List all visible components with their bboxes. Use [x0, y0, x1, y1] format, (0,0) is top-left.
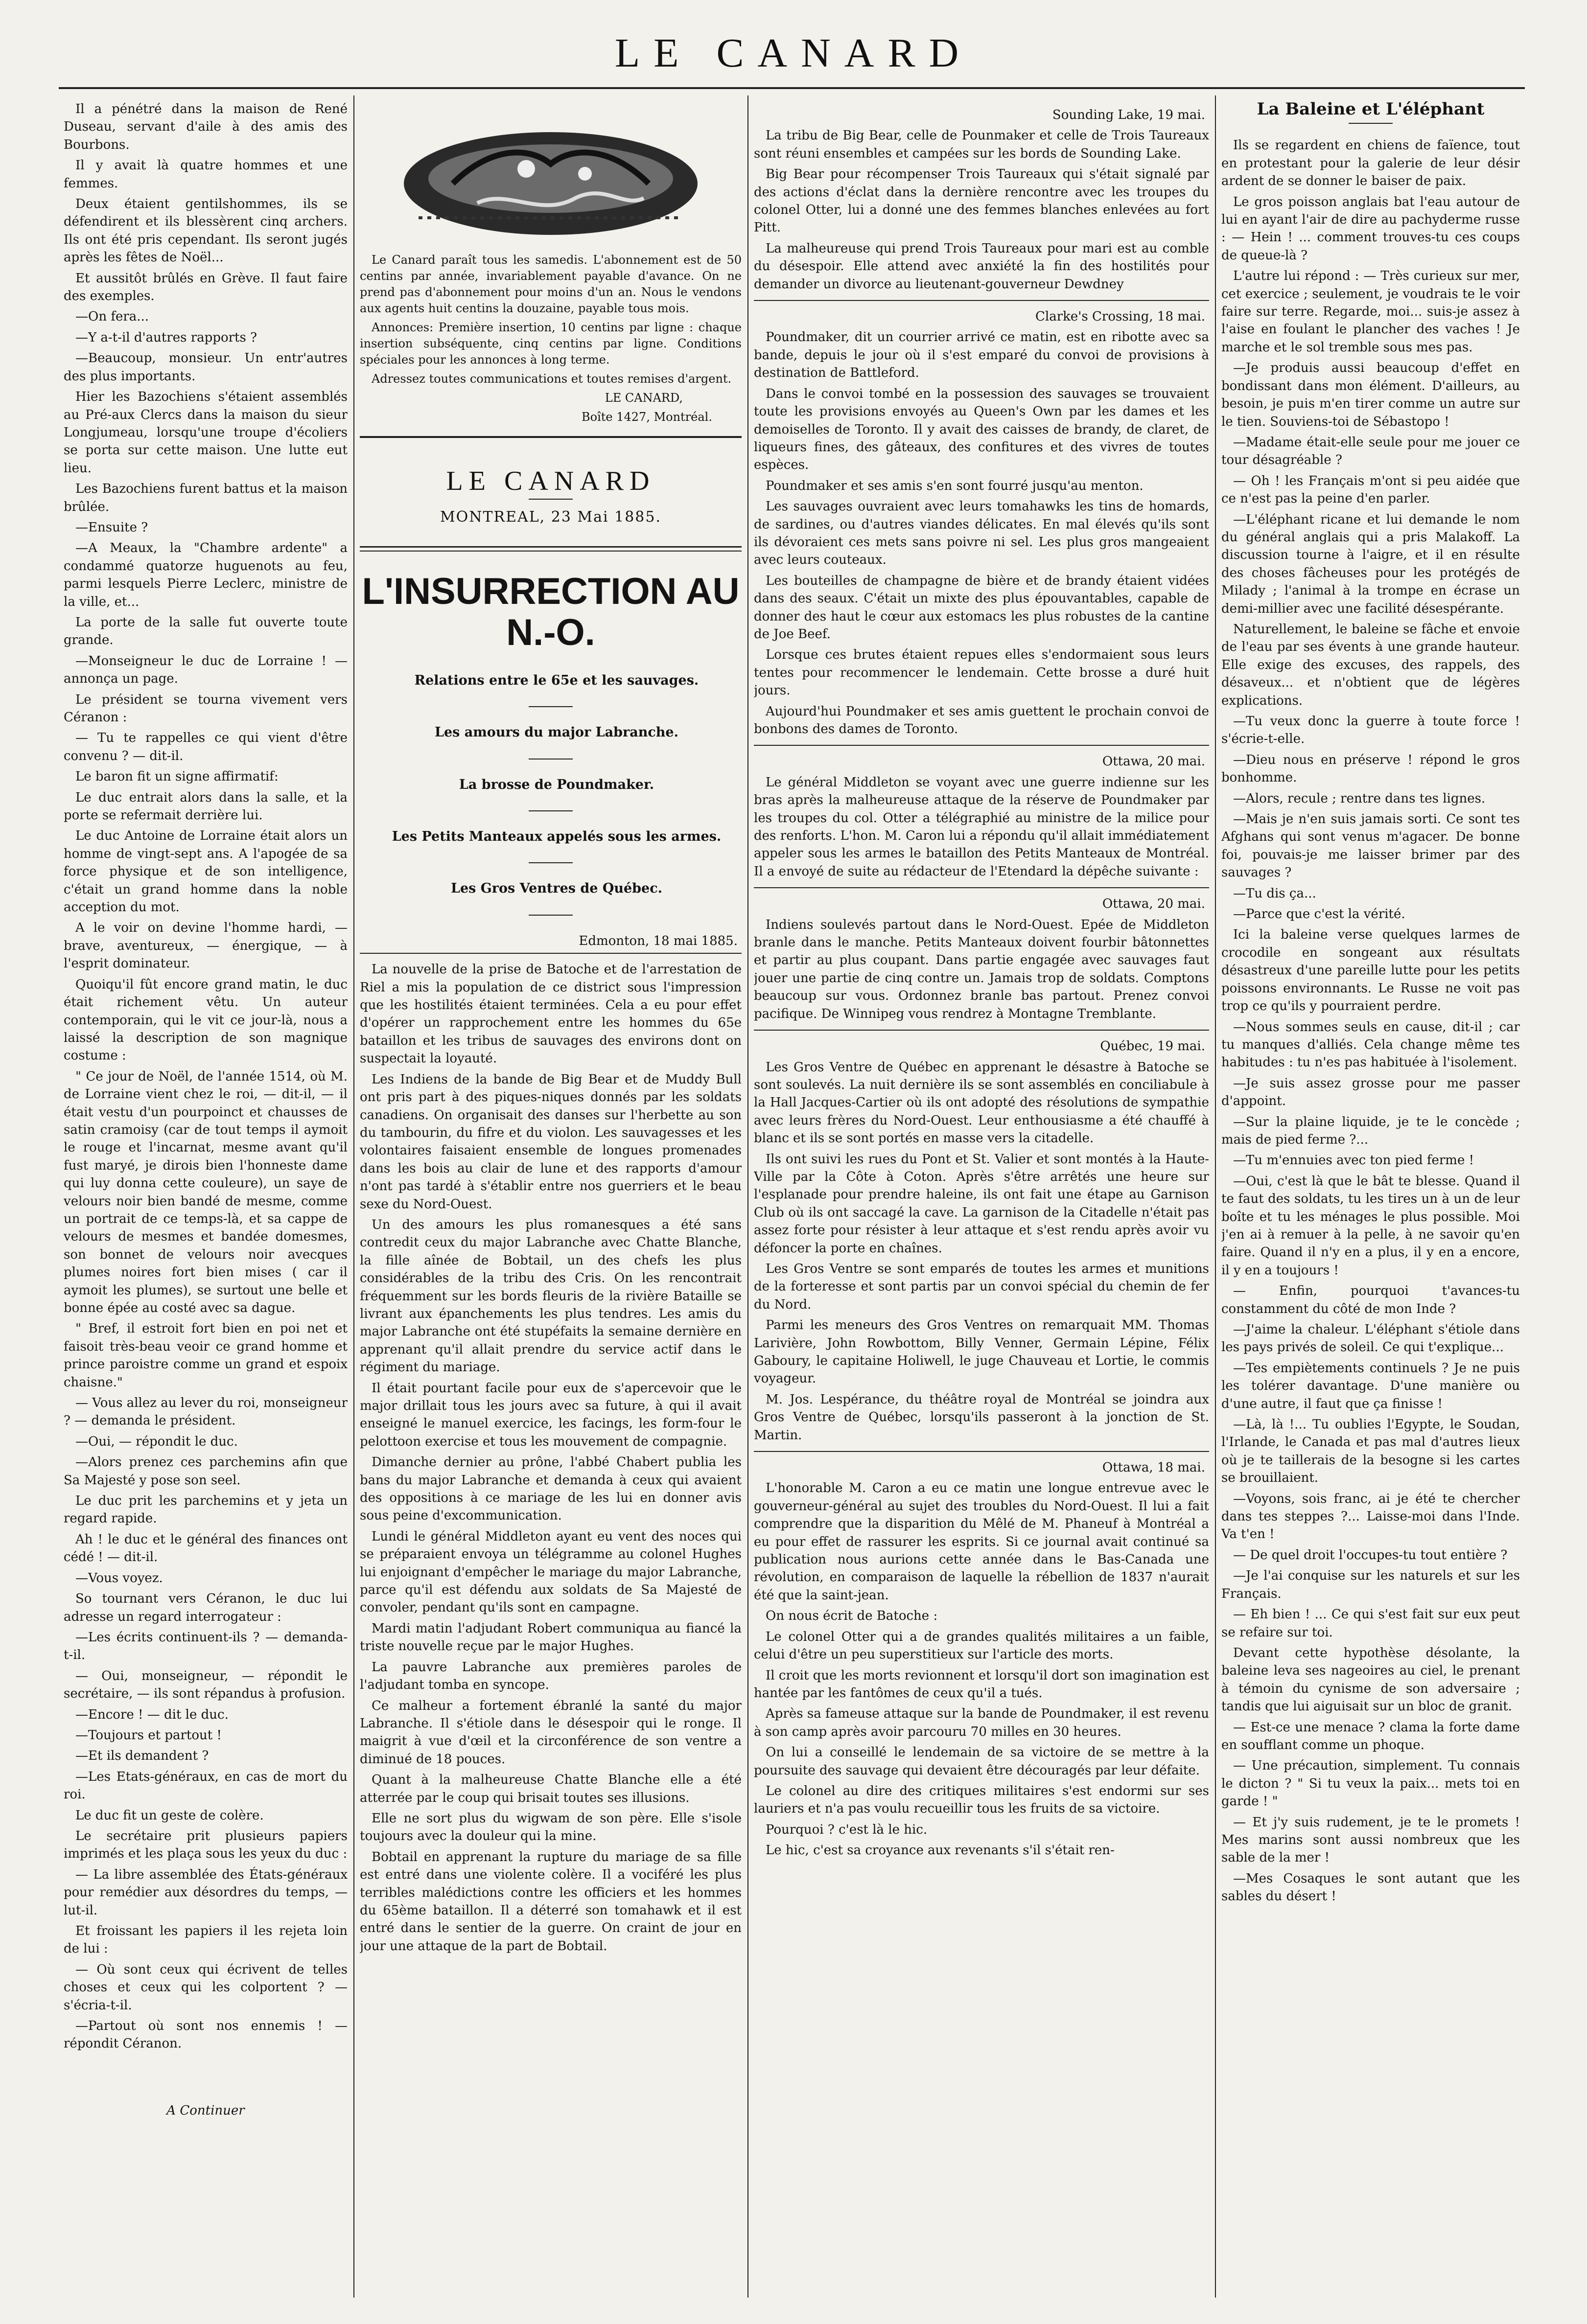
paragraph: Naturellement, le baleine se fâche et envoie de l'eau par ses évents à une grande hauteur. Elle exige des excuses, des rappels, des désaveux... et n'obtient que de légères explications.	[1221, 621, 1520, 708]
paragraph: —Nous sommes seuls en cause, dit-il ; car tu manques d'alliés. Cela change même tes habitudes : tu n'es pas habituée à l'isolement.	[1221, 1019, 1520, 1070]
paragraph: " Ce jour de Noël, de l'année 1514, où M. de Lorraine vient chez le roi, — dit-il, — il était vestu d'un pourpoinct et chausses de satin cramoisy (car de tout temps il aymoit le rouge et l'incarnat, mesme avant qu'il fust maryé, je dirois bien l'honneste dame qui luy donna cette couleure), un saye de velours noir bien bandé de mesme, comme un portrait de ce temps-là, et sa cappe de velours de mesmes et bandée domesmes, son bonnet de velours noir avecques plumes noires fort bien mises ( car il aymoit les plumes), se surtout une belle et bonne épée au costé avec sa dague.	[64, 1069, 348, 1315]
paragraph: — Vous allez au lever du roi, monseigneur ? — demanda le président.	[64, 1396, 348, 1428]
dispatch-dateline: Québec, 19 mai.	[1100, 1039, 1205, 1054]
paragraph: On nous écrit de Batoche :	[766, 1609, 938, 1624]
paragraph: Le duc fit un geste de colère.	[75, 1808, 264, 1823]
headline: L'INSURRECTION AU N.-O.	[362, 570, 740, 653]
paragraph: Le colonel au dire des critiques militaires s'est endormi sur ses lauriers et n'a pas voulu recueillir tous les fruits de sa victoire.	[754, 1783, 1209, 1817]
fable-text	[1221, 137, 1520, 1905]
paragraph: —Oui, — répondit le duc.	[75, 1434, 238, 1449]
paragraph: Aujourd'hui Poundmaker et ses amis guettent le prochain convoi de bonbons des dames de Toronto.	[754, 704, 1209, 736]
paragraph: Il croit que les morts revionnent et lorsqu'il dort son imagination est hantée par les fantômes de ceux qu'il a tués.	[754, 1668, 1209, 1701]
paragraph: L'autre lui répond : — Très curieux sur mer, cet exercice ; seulement, je voudrais te le voir faire sur terre. Regarde, moi... suis-je assez à l'aise en foulant le plancher des vaches ! Je marche et le sol tremble sous mes pas.	[1221, 269, 1520, 355]
dateline: Edmonton, 18 mai 1885.	[579, 933, 738, 948]
paragraph: —Tes empiètements continuels ? Je ne puis les tolérer davantage. D'une manière ou d'une autre, il faut que ça finisse !	[1221, 1360, 1520, 1411]
section-rule	[360, 953, 742, 954]
section-rule	[754, 887, 1209, 888]
paragraph: " Bref, il estroit fort bien en poi net et faisoit très-beau veoir ce grand homme et prince paroistre comme un grand et espoix chaisne."	[64, 1321, 348, 1390]
signature: LE CANARD,	[605, 391, 683, 405]
paragraph: Le président se tourna vivement vers Céranon :	[64, 692, 348, 725]
subscription-notice	[360, 252, 742, 387]
subhead: Les Petits Manteaux appelés sous les armes.	[392, 829, 722, 845]
paper-title: LE CANARD	[446, 466, 655, 496]
paragraph: Poundmaker et ses amis s'en sont fourré jusqu'au menton.	[766, 478, 1144, 493]
feuilleton-text	[64, 100, 348, 2053]
paragraph: Le duc Antoine de Lorraine était alors un homme de vingt-sept ans. A l'apogée de sa force physique et de son intelligence, c'était un grand homme dans la noble acception du mot.	[64, 828, 348, 915]
paragraph: Ce malheur a fortement ébranlé la santé du major Labranche. Il s'étiole dans le désespoir qui le ronge. Il maigrit à vue d'œil et la circonférence de son ventre a diminué de 18 pouces.	[360, 1698, 742, 1767]
paragraph: —Tu veux donc la guerre à toute force ! s'écrie-t-elle.	[1221, 714, 1520, 747]
paragraph: Quoiqu'il fût encore grand matin, le duc était richement vêtu. Un auteur contemporain, qui le vit ce jour-là, nous a laissé la description de son magnique costume :	[64, 977, 348, 1063]
paragraph: Deux étaient gentilshommes, ils se défendirent et ils blessèrent cinq archers. Ils ont été pris cependant. Ils seront jugés après les fêtes de Noël...	[64, 197, 348, 265]
paragraph: —Je produis aussi beaucoup d'effet en bondissant dans mon élément. D'ailleurs, au besoin, je puis m'en tirer comme un autre sur le tien. Souviens-toi de Sébastopo !	[1221, 361, 1520, 429]
paragraph: Mardi matin l'adjudant Robert communiqua au fiancé la triste nouvelle reçue par le major Hughes.	[360, 1621, 742, 1654]
paragraph: Ils ont suivi les rues du Pont et St. Valier et sont montés à la Haute-Ville par la Côte à Coton. Après s'être arrêtés une heure sur l'esplanade pour prendre haleine, ils ont fait une étape au Garnison Club où ils ont saccagé la cave. La garnison de la Citadelle n'était pas assez forte pour résister à leur attaque et s'est rendu après avoir vu défoncer la porte en chaînes.	[754, 1151, 1209, 1256]
paragraph: — Où sont ceux qui écrivent de telles choses et ceux qui les colportent ? — s'écria-t-il.	[64, 1962, 348, 2013]
short-rule	[1349, 123, 1393, 124]
subhead: Les amours du major Labranche.	[434, 725, 679, 740]
paragraph: La pauvre Labranche aux premières paroles de l'adjudant tomba en syncope.	[360, 1659, 742, 1693]
paragraph: — De quel droit l'occupes-tu tout entière ?	[1233, 1547, 1508, 1563]
short-rule	[529, 862, 573, 863]
paragraph: Pourquoi ? c'est là le hic.	[766, 1822, 928, 1837]
paragraph: La tribu de Big Bear, celle de Pounmaker et celle de Trois Taureaux sont réuni ensembles et campées sur les bords de Sounding Lake.	[754, 128, 1209, 161]
dispatch-dateline: Ottawa, 20 mai.	[1102, 754, 1205, 769]
paragraph: —Toujours et partout !	[75, 1727, 222, 1743]
paragraph: —Mais je n'en suis jamais sorti. Ce sont tes Afghans qui sont venus m'agacer. De bonne foi, pouvais-je me laisser brimer par des sauvages ?	[1221, 812, 1520, 880]
paragraph: — Une précaution, simplement. Tu connais le dicton ? " Si tu veux la paix... mets toi en garde ! "	[1221, 1758, 1520, 1809]
paragraph: Les Gros Ventre de Québec en apprenant le désastre à Batoche se sont soulevés. La nuit dernière ils se sont assemblés en conciliabule à la Hall Jacques-Cartier où ils ont adopté des résolutions de sympathie avec leurs frères du Nord-Ouest. Leur enthousiasme a été chauffé à blanc et ils se sont portés en masse vers la citadelle.	[754, 1059, 1209, 1146]
paragraph: — Et j'y suis rudement, je te le promets ! Mes marins sont aussi nombreux que les sable de la mer !	[1221, 1815, 1520, 1865]
paragraph: Big Bear pour récompenser Trois Taureaux qui s'était signalé par des actions d'éclat dans la dernière rencontre avec les troupes du colonel Otter, lui a donné une des femmes blanches enlevées au fort Pitt.	[754, 167, 1209, 235]
dispatch-dateline: Ottawa, 18 mai.	[1102, 1460, 1205, 1475]
section-rule	[754, 300, 1209, 301]
to-be-continued: A Continuer	[166, 2103, 245, 2118]
paragraph: —Tu dis ça...	[1233, 886, 1316, 901]
paragraph: —Parce que c'est la vérité.	[1233, 907, 1405, 922]
paragraph: Le Canard paraît tous les samedis. L'abonnement est de 50 centins par année, invariablement payable d'avance. On ne prend pas d'abonnement pour moins d'un an. Nous le vendons aux agents huit centins la douzaine, payable tous mois.	[360, 253, 742, 315]
paragraph: — Eh bien ! ... Ce qui s'est fait sur eux peut se refaire sur toi.	[1221, 1607, 1520, 1640]
paragraph: —A Meaux, la "Chambre ardente" a condammé quatorze huguenots au feu, parmi lesquels Pierre Leclerc, ministre de la ville, et...	[64, 541, 348, 609]
paragraph: —Tu m'ennuies avec ton pied ferme !	[1233, 1153, 1474, 1168]
duck-vignette-icon	[379, 105, 722, 252]
issue-date: MONTREAL, 23 Mai 1885.	[440, 508, 662, 526]
short-rule	[529, 499, 573, 500]
paragraph: —Et ils demandent ?	[75, 1749, 209, 1764]
paragraph: Le général Middleton se voyant avec une guerre indienne sur les bras après la malheureuse attaque de la réserve de Poundmaker par les troupes du col. Otter a télégraphié au ministre de la milice pour des renforts. L'hon. M. Caron lui a répondu qu'il allait immédiatement appeler sous les armes le bataillon des Petits Manteaux de Montréal. Il a envoyé de suite au rédacteur de l'Etendard la dépêche suivante :	[754, 775, 1209, 879]
section-rule	[754, 1030, 1209, 1031]
paragraph: Poundmaker, dit un courrier arrivé ce matin, est en ribotte avec sa bande, depuis le jour où il s'est emparé du convoi de provisions à destination de Battleford.	[754, 330, 1209, 381]
paragraph: —Les écrits continuent-ils ? — demanda-t-il.	[64, 1630, 348, 1663]
paragraph: Il y avait là quatre hommes et une femmes.	[64, 158, 348, 191]
paragraph: —Mes Cosaques le sont autant que les sables du désert !	[1221, 1871, 1520, 1904]
paragraph: —Alors prenez ces parchemins afin que Sa Majesté y pose son seel.	[64, 1455, 348, 1488]
paragraph: On lui a conseillé le lendemain de sa victoire de se mettre à la poursuite des sauvage qui devaient être découragés par leur défaite.	[754, 1745, 1209, 1778]
paragraph: Le duc entrait alors dans la salle, et la porte se refermait derrière lui.	[64, 790, 348, 823]
paragraph: Ici la baleine verse quelques larmes de crocodile en songeant aux résultats désastreux d'une pareille lutte pour les petits poissons environnants. Le Russe ne voit pas trop ce qu'ils y pourraient perdre.	[1221, 927, 1520, 1014]
paragraph: Annonces: Première insertion, 10 centins par ligne : chaque insertion subséquente, cinq centins par ligne. Conditions spéciales pour les annonces à long terme.	[360, 321, 742, 367]
paragraph: —Voyons, sois franc, ai je été te chercher dans tes steppes ?... Laisse-moi dans l'Inde. Va t'en !	[1221, 1491, 1520, 1542]
section-rule	[754, 745, 1209, 746]
paragraph: La malheureuse qui prend Trois Taureaux pour mari est au comble du désespoir. Elle attend avec anxiété la fin des hostilités pour demander un divorce au lieutenant-gouverneur Dewdney	[754, 241, 1209, 292]
paragraph: —Madame était-elle seule pour me jouer ce tour désagréable ?	[1221, 435, 1520, 468]
short-rule	[529, 810, 573, 811]
paragraph: Les sauvages ouvraient avec leurs tomahawks les tins de homards, de sardines, ou d'autres viandes délicates. En mal élevés qu'ils sont ils dévoraient ces mets sans poivre ni sel. Les plus gros mangeaient avec leurs couteaux.	[754, 499, 1209, 568]
paragraph: —Oui, c'est là que le bât te blesse. Quand il te faut des soldats, tu les tires un à un de leur boîte et tu les ménages le plus possible. Moi j'en ai à remuer à la pelle, à ne savoir qu'en faire. Quand il n'y en a plus, il y en a encore, il y en a toujours !	[1221, 1174, 1520, 1278]
paragraph: La porte de la salle fut ouverte toute grande.	[64, 615, 348, 648]
paragraph: La nouvelle de la prise de Batoche et de l'arrestation de Riel a mis la population de ce district sous l'impression que les hostilités étaient terminées. Cela a eu pour effet d'opérer un rapprochement entre les hommes du 65e bataillon et les tribus de sauvages des environs dont on suspectait la loyauté.	[360, 962, 742, 1066]
paragraph: Hier les Bazochiens s'étaient assemblés au Pré-aux Clercs dans la maison du sieur Longjumeau, lorsqu'une troupe d'écoliers se porta sur cette maison. Une lutte eut lieu.	[64, 390, 348, 476]
paragraph: A le voir on devine l'homme hardi, — brave, aventureux, — énergique, — à l'esprit dominateur.	[64, 920, 348, 971]
subhead: Relations entre le 65e et les sauvages.	[414, 672, 699, 688]
paragraph: M. Jos. Lespérance, du théâtre royal de Montréal se joindra aux Gros Ventre de Québec, lorsqu'ils passeront à la jonction de St. Martin.	[754, 1392, 1209, 1443]
paragraph: —J'aime la chaleur. L'éléphant s'étiole dans les pays privés de soleil. Ce qui t'explique...	[1221, 1322, 1520, 1355]
story-text	[360, 961, 742, 1955]
paragraph: Bobtail en apprenant la rupture du mariage de sa fille est entré dans une violente colère. Il a vociféré les plus terribles malédictions contre les officiers et les hommes du 65ème bataillon. Il a déterré son tomahawk et il est entré dans le sentier de la guerre. On craint de jour en jour une attaque de la part de Bobtail.	[360, 1849, 742, 1954]
paragraph: — Tu te rappelles ce qui vient d'être convenu ? — dit-il.	[64, 731, 348, 763]
paragraph: Les Indiens de la bande de Big Bear et de Muddy Bull ont pris part à des piques-niques donnés par les soldats canadiens. On organisait des danses sur l'herbette au son du tambourin, du fifre et du violon. Les sauvagesses et les volontaires faisaient ensemble de longues promenades dans les bois au clair de lune et des rapports d'amour n'ont pas tardé à s'établir entre nos guerriers et le beau sexe du Nord-Ouest.	[360, 1072, 742, 1212]
section-rule	[360, 551, 742, 552]
mailbox: Boîte 1427, Montréal.	[582, 410, 712, 424]
paragraph: Après sa fameuse attaque sur la bande de Poundmaker, il est revenu à son camp après avoir parcouru 70 milles en 30 heures.	[754, 1706, 1209, 1739]
paragraph: Les Bazochiens furent battus et la maison brûlée.	[64, 482, 348, 514]
paragraph: Parmi les meneurs des Gros Ventres on remarquait MM. Thomas Larivière, John Rowbottom, Billy Venner, Germain Lépine, Félix Gaboury, le capitaine Holiwell, le juge Chauveau et Lortie, le commis voyageur.	[754, 1318, 1209, 1386]
paragraph: Il était pourtant facile pour eux de s'apercevoir que le major drillait tous les jours avec sa future, à qui il avait enseigné le manuel exercice, les facings, les form-four le pelottoon exercise et tous les mouvement de compagnie.	[360, 1381, 742, 1449]
paragraph: Le baron fit un signe affirmatif:	[75, 769, 279, 784]
paragraph: Le colonel Otter qui a de grandes qualités militaires a un faible, celui d'être un peu superstitieux sur l'article des morts.	[754, 1629, 1209, 1662]
paragraph: — Enfin, pourquoi t'avances-tu constamment du côté de mon Inde ?	[1221, 1284, 1520, 1316]
paragraph: Quant à la malheureuse Chatte Blanche elle a été atterrée par le coup qui brisait toutes ses illusions.	[360, 1772, 742, 1805]
paragraph: —Sur la plaine liquide, je te le concède ; mais de pied ferme ?...	[1221, 1114, 1520, 1147]
column-divider	[747, 95, 748, 2298]
section-rule	[360, 546, 742, 548]
dispatch-dateline: Ottawa, 20 mai.	[1102, 897, 1205, 912]
paragraph: Le duc prit les parchemins et y jeta un regard rapide.	[64, 1494, 348, 1526]
dispatches-column	[754, 100, 1209, 2293]
paragraph: Les Gros Ventre se sont emparés de toutes les armes et munitions de la forteresse et sont partis par un convoi spécial du chemin de fer du Nord.	[754, 1261, 1209, 1312]
dispatch-dateline: Clarke's Crossing, 18 mai.	[1035, 309, 1205, 324]
paragraph: Ils se regardent en chiens de faïence, tout en protestant pour la galerie de leur désir ardent de se donner le baiser de paix.	[1221, 138, 1520, 189]
paragraph: —Y a-t-il d'autres rapports ?	[75, 330, 257, 345]
paragraph: Adressez toutes communications et toutes remises d'argent.	[372, 372, 732, 386]
paragraph: Un des amours les plus romanesques a été sans contredit ceux du major Labranche avec Chatte Blanche, la fille aînée de Bobtail, un des chefs les plus considérables de la tribu des Cris. On les rencontrait fréquemment sur les bords fleuris de la rivière Bataille se livrant aux épanchements les plus tendres. Les amis du major Labranche ont été stupéfaits la semaine dernière en apprenant qu'il allait prendre du service actif dans le régiment du mariage.	[360, 1217, 742, 1375]
subhead: La brosse de Poundmaker.	[459, 777, 654, 792]
paragraph: Devant cette hypothèse désolante, la baleine leva ses nageoires au ciel, le prenant à témoin du cynisme de son adversaire ; tandis que lui aiguisait sur un bloc de granit.	[1221, 1645, 1520, 1714]
masthead: LE CANARD	[614, 30, 973, 76]
paragraph: —Monseigneur le duc de Lorraine ! — annonça un page.	[64, 653, 348, 687]
paragraph: —Partout où sont nos ennemis ! — répondit Céranon.	[64, 2019, 348, 2051]
paragraph: So tournant vers Céranon, le duc lui adresse un regard interrogateur :	[64, 1591, 348, 1624]
paragraph: Et froissant les papiers il les rejeta loin de lui :	[64, 1924, 348, 1956]
paragraph: Le gros poisson anglais bat l'eau autour de lui en ayant l'air de dire au pachyderme russe : — Hein ! ... comment trouves-tu ces coups de queue-là ?	[1221, 194, 1520, 263]
fable-title: La Baleine et L'éléphant	[1257, 100, 1485, 119]
paragraph: —Vous voyez.	[75, 1570, 163, 1586]
paragraph: — Oui, monseigneur, — répondit le secrétaire, — ils sont répandus à profusion.	[64, 1668, 348, 1702]
paragraph: Dans le convoi tombé en la possession des sauvages se trouvaient toute les provisions envoyés au Queen's Own par les dames et les demoiselles de Toronto. Il y avait des caisses de brandy, de claret, de liqueurs fines, des gâteaux, des confitures et des vivres de toutes espèces.	[754, 386, 1209, 473]
paragraph: —On fera...	[75, 309, 149, 324]
column-divider	[1215, 95, 1216, 2298]
paragraph: —Là, là !... Tu oublies l'Egypte, le Soudan, l'Irlande, le Canada et pas mal d'autres lieux où je te taillerais de la besogne si les cartes se brouillaient.	[1221, 1417, 1520, 1486]
paragraph: Dimanche dernier au prône, l'abbé Chabert publia les bans du major Labranche et demanda à ceux qui avaient des oppositions à ce mariage de les lui en donner avis sous peine d'excommunication.	[360, 1455, 742, 1523]
paragraph: Et aussitôt brûlés en Grève. Il faut faire des exemples.	[64, 271, 348, 304]
paragraph: Elle ne sort plus du wigwam de son père. Elle s'isole toujours avec la douleur qui la mine.	[360, 1811, 742, 1844]
paragraph: —L'éléphant ricane et lui demande le nom du général anglais qui a pris Malakoff. La discussion tourne à l'aigre, et il en résulte des choses fâcheuses pour les protégés de Milady ; l'animal à la trompe en écrase un demi-millier avec une facilité désespérante.	[1221, 512, 1520, 616]
paragraph: Indiens soulevés partout dans le Nord-Ouest. Epée de Middleton branle dans le manche. Petits Manteaux doivent fourbir bâtonnettes et partir au plus coupant. Dans partie engagée avec sauvages faut jouer une partie de cinq contre un. Jamais trop de soldats. Comptons beaucoup sur vous. Ordonnez branle bas partout. Prenez convoi pacifique. De Winnipeg vous rendrez à Montagne Tremblante.	[754, 917, 1209, 1021]
section-rule	[360, 436, 742, 438]
paragraph: —Je l'ai conquise sur les naturels et sur les Français.	[1221, 1568, 1520, 1601]
dispatch-dateline: Sounding Lake, 19 mai.	[1052, 108, 1205, 122]
paragraph: Ah ! le duc et le général des finances ont cédé ! — dit-il.	[64, 1532, 348, 1565]
paragraph: —Les Etats-généraux, en cas de mort du roi.	[64, 1769, 348, 1802]
fable-column	[1221, 100, 1520, 2293]
editorial-column	[360, 100, 742, 2293]
paragraph: — La libre assemblée des États-généraux pour remédier aux désordres du temps, — lut-il.	[64, 1867, 348, 1918]
section-rule	[754, 1451, 1209, 1452]
paragraph: Le hic, c'est sa croyance aux revenants s'il s'était ren-	[766, 1843, 1115, 1858]
paragraph: —Ensuite ?	[75, 520, 148, 535]
paragraph: Le secrétaire prit plusieurs papiers imprimés et les plaça sous les yeux du duc :	[64, 1828, 348, 1862]
feuilleton-column	[64, 100, 348, 2293]
subheads	[360, 672, 742, 916]
masthead-rule	[59, 87, 1525, 89]
paragraph: — Oh ! les Français m'ont si peu aidée que ce n'est pas la peine d'en parler.	[1221, 473, 1520, 506]
paragraph: L'honorable M. Caron a eu ce matin une longue entrevue avec le gouverneur-général au sujet des troubles du Nord-Ouest. Il lui a fait comprendre que la disparition du Mêlé de M. Phaneuf à Montréal a eu pour effet de rassurer les esprits. Si ce journal avait continué sa publication nous aurions cette année dans le Bas-Canada une révolution, en comparaison de laquelle la rébellion de 1837 n'aurait été que la saint-jean.	[754, 1481, 1209, 1603]
paragraph: —Alors, recule ; rentre dans tes lignes.	[1233, 791, 1486, 806]
paragraph: Lorsque ces brutes étaient repues elles s'endormaient sous leurs tentes pour recommencer le lendemain. Cette brosse a duré huit jours.	[754, 647, 1209, 698]
paragraph: —Dieu nous en préserve ! répond le gros bonhomme.	[1221, 752, 1520, 785]
paragraph: —Beaucoup, monsieur. Un entr'autres des plus importants.	[64, 351, 348, 384]
short-rule	[529, 706, 573, 707]
subhead: Les Gros Ventres de Québec.	[450, 881, 663, 897]
paragraph: —Encore ! — dit le duc.	[75, 1707, 229, 1722]
short-rule	[529, 915, 573, 916]
paragraph: —Je suis assez grosse pour me passer d'appoint.	[1221, 1076, 1520, 1109]
paragraph: Les bouteilles de champagne de bière et de brandy étaient vidées dans des seaux. C'était un mixte des plus épouvantables, capable de donner des haut le cœur aux estomacs les plus robustes de la cantine de Joe Beef.	[754, 573, 1209, 642]
paragraph: Lundi le général Middleton ayant eu vent des noces qui se préparaient envoya un télégramme au colonel Hughes lui enjoignant d'empêcher le mariage du major Labranche, parce qu'il est défendu aux soldats de Sa Majesté de convoler, pendant qu'ils sont en campagne.	[360, 1529, 742, 1615]
column-divider	[353, 95, 354, 2298]
paragraph: — Est-ce une menace ? clama la forte dame en soufflant comme un phoque.	[1221, 1720, 1520, 1752]
paragraph: Il a pénétré dans la maison de René Duseau, servant d'aile à des amis des Bourbons.	[64, 102, 348, 152]
